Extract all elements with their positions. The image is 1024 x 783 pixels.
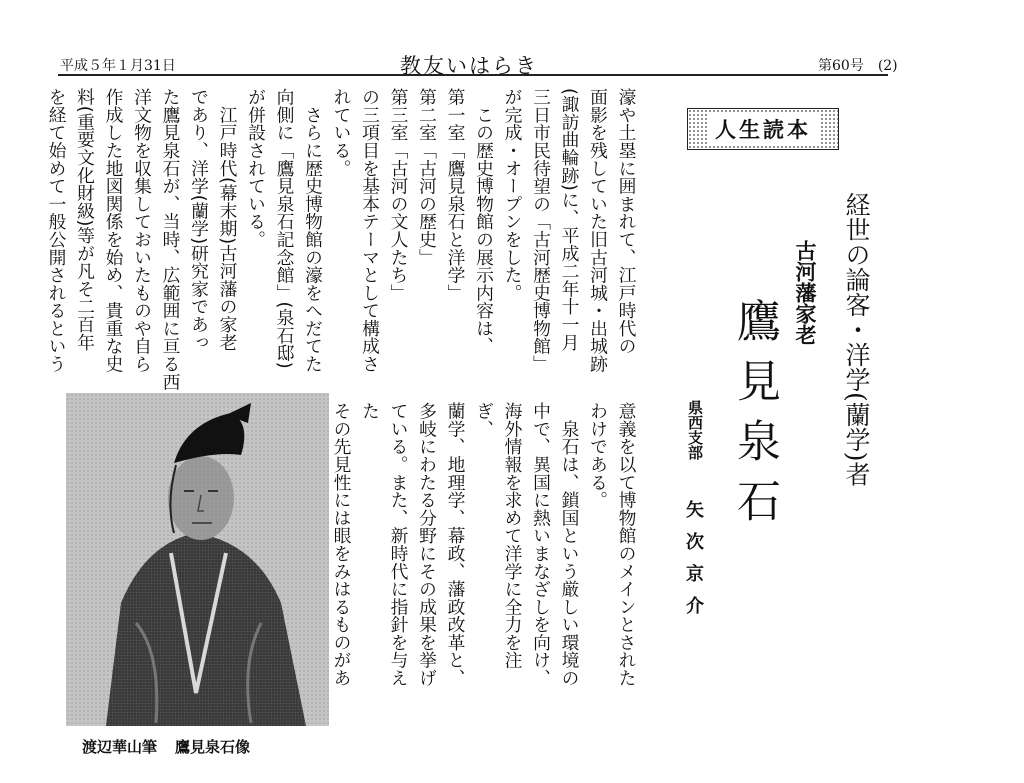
issue-number: 第60号 (2) [818, 58, 898, 74]
portrait-caption [82, 736, 250, 757]
byline-author: 矢次京介 [683, 500, 704, 628]
column-badge [687, 108, 839, 150]
headline-role: 古河藩家老 [793, 240, 817, 345]
caption-subject: 鷹見泉石像 [175, 738, 251, 756]
headline-subtitle: 経世の論客・洋学(蘭学)者 [842, 192, 871, 487]
article-body-lower: 意義を以て博物館のメインとされた わけである。 泉石は、鎖国という厳しい環境の 中で、異国に熱いまなざしを向け、 海外情報を求めて洋学に全力を注ぎ、 蘭学、地理学、幕政、藩政改革と、 多岐にわたる分野にその成果を挙げ ている。また、新時代に指針を与えた その先見性には眼をみはるものがあ [331, 402, 637, 687]
headline-name: 鷹見泉石 [729, 298, 780, 538]
header-date: 平成５年１月31日 [60, 58, 176, 74]
portrait-image [66, 393, 329, 726]
byline-branch: 県西支部 [686, 400, 704, 460]
caption-artist: 渡辺華山筆 [82, 738, 158, 756]
column-badge-label: 人生読本 [707, 112, 819, 146]
portrait-drawing [66, 393, 329, 726]
header-rule [58, 74, 888, 76]
article-body-upper: 濠や土塁に囲まれて、江戸時代の 面影を残していた旧古河城・出城跡 (諏訪曲輪跡)に、平成二年十一月 三日市民待望の「古河歴史博物館」 が完成・オープンをした。 この歴史博物館の展示内容は、 第一室「鷹見泉石と洋学」 第二室「古河の歴史」 第三室「古河の文人たち」 の三項目を基本テーマとして構成さ れている。 さらに歴史博物館の濠をへだてた 向側に「鷹見泉石記念館」(泉石邸) が併設されている。 江戸時代(幕末期)古河藩の家老 であり、洋学(蘭学)研究家であっ た鷹見泉石が、当時、広範囲に亘る西 洋文物を収集しておいたものや自ら 作成した地図関係を始め、貴重な史 料(重要文化財級)等が凡そ二百年 を経て始めて一般公開されるという [46, 88, 637, 391]
newspaper-title: 教友いはらき [400, 54, 538, 78]
